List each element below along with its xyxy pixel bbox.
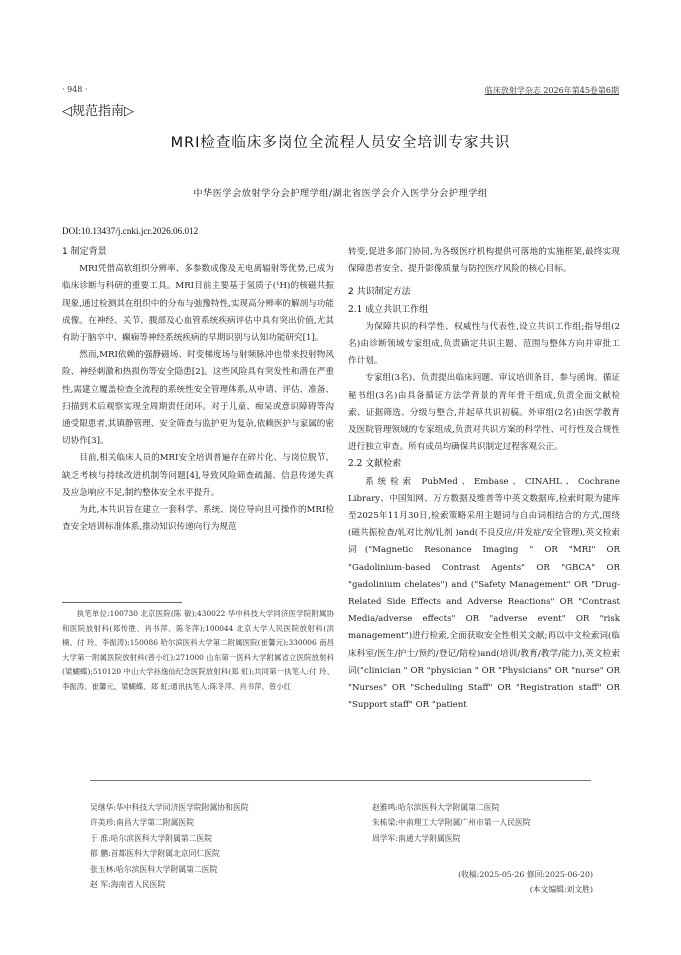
reviewer-entry: 张玉林:哈尔滨医科大学附属第二医院 [90, 864, 218, 874]
footnote-text: 执笔单位:100730 北京医院(陈 敏);430022 华中科技大学同济医学院附属协和医院放射科(郑传胜、肖书萍、陈冬萍);100044 北京大学人民医院放射科(洪 楠、付 玲、李振涛);150086 哈尔滨医科大学第二附属医院(崔馨元);330006 南昌大学第一附属医院放射科(曾小红);271000 山东第一医科大学附属省立医院放射科(梁蝴蝶);510120 中山大学孙逸仙纪念医院放射科(郑 虹);共同第一执笔人:付 玲、李振涛、崔馨元、梁蝴蝶、郑 虹;通讯执笔人:陈冬萍、肖书萍、曾小红 [62, 609, 334, 691]
doi: DOI:10.13437/j.cnki.jcr.2026.06.012 [62, 226, 199, 236]
authors: 中华医学会放射学分会护理学组/湖北省医学会介入医学分会护理学组 [193, 188, 488, 199]
section-2-2-heading: 2.2 文献检索 [348, 459, 402, 470]
section-2-heading: 2 共识制定方法 [348, 287, 411, 298]
reviewer-entry: 朱栋梁:中南理工大学附属广州市第一人民医院 [372, 818, 531, 828]
reviewer-entry: 许美珍:南昌大学第二附属医院 [90, 818, 194, 828]
section-label: ◁规范指南▷ [62, 104, 134, 119]
reviewers-left [90, 800, 350, 892]
reviewers-right [372, 800, 612, 846]
method-paragraph-2: 专家组(3名)、负责提出临床问题、审议培训条目、参与函询。循证秘书组(3名)由具备循证方法学背景的青年骨干组成,负责全面文献检索、证据筛选、分级与整合,并起草共识初稿。外审组(2名)由医学教育及医院管理领域的专家组成,负责对共识方案的科学性、可行性及合规性进行独立审查。所有成员均确保共识制定过程客观公正。 [348, 373, 620, 453]
reviewer-entry: 赵雅鸣:哈尔滨医科大学附属第二医院 [372, 803, 500, 812]
right-continuation: 转变,促进多部门协同,为各级医疗机构提供可落地的实施框架,最终实现保障患者安全、提升影像质量与防控医疗风险的核心目标。 [348, 247, 620, 275]
reviewer-entry: 周学军:南通大学附属医院 [372, 833, 461, 843]
article-title: MRI检查临床多岗位全流程人员安全培训专家共识 [170, 135, 511, 151]
background-paragraph-2: 然而,MRI依赖的强静磁场、时变梯度场与射频脉冲也带来投射物风险、神经刺激和热损伤等安全隐患[2]。这些风险具有突发性和潜在严重性,需建立覆盖检查全流程的系统性安全管理体系,从申请、评估、准备、扫描到术后观察实现全周期责任闭环。对于儿童、痴呆或意识障碍等沟通受限患者,其镇静管理、安全筛查与监护更为复杂,依赖医护与家属的密切协作[3]。 [62, 350, 334, 447]
reviewer-entry: 于 淮:哈尔滨医科大学附属第二医院 [90, 833, 213, 843]
method-paragraph-1: 为保障共识的科学性、权威性与代表性,设立共识工作组;指导组(2名)由诊断领域专家组成,负责确定共识主题、范围与整体方向并审批工作计划。 [348, 321, 620, 367]
page-number: · 948 · [62, 85, 88, 94]
search-paragraph: 系统检索 PubMed、Embase、CINAHL、Cochrane Library、中国知网、万方数据及维普等中英文数据库,检索时限为建库至2025年11月30日,检索策略采用主题词与自由词相结合的方式,围绕(磁共振检查/轧对比剂/钆剂 )and(不良反应/并发症/安全管理),英文检索词("Magnetic Resonance Imaging " OR "MRI" OR "Gadolinium-based Contrast Agents" OR "GBCA" OR "gadolinium chelates") and ("Safety Management" OR "Drug-Related Side Effects and Adverse Reactions" OR "Contrast Media/adverse effects" OR "adverse event" OR "risk management")进行检索,全面获取安全性相关文献;再以中文检索词(临床科室/医生/护士/预约/登记/陪检)and(培训/教育/教学/能力),英文检索词("clinician " OR "physician " OR "Physicians" OR "nurse" OR "Nurses" OR "Scheduling Staff" OR "Registration staff" OR "Support staff" OR "patient [348, 476, 620, 711]
received-revised-dates: (收稿:2025-05-26 修回:2025-06-20) [458, 870, 593, 879]
left-column [62, 244, 334, 536]
section-1-heading: 1 制定背景 [62, 247, 107, 257]
reviewers-separator [90, 780, 591, 781]
reviewer-entry: 赵 军:海南省人民医院 [90, 880, 166, 890]
background-paragraph-4: 为此,本共识旨在建立一套科学、系统、岗位导向且可操作的MRI检查安全培训标准体系,推动知识传递向行为规范 [62, 505, 334, 533]
background-paragraph-1: MRI凭借高软组织分辨率、多参数成像及无电离辐射等优势,已成为临床诊断与科研的重要工具。MRI目前主要基于氢质子(¹H)的核磁共振现象,通过检测其在组织中的分布与弛豫特性,实现高分辨率的解剖与功能成像。在神经、关节、腹部及心血管系统疾病评估中具有突出价值,尤其有助于脑卒中、癫痫等神经系统疾病的早期识别与认知功能研究[1]。 [62, 264, 334, 344]
footnote [62, 607, 334, 694]
right-column [348, 244, 620, 714]
reviewer-entry: 郁 鹏:首都医科大学附属北京同仁医院 [90, 849, 220, 859]
journal-header: 临床放射学杂志 2026年第45卷第6期 [484, 86, 619, 95]
reviewer-entry: 吴继华:华中科技大学同济医学院附属协和医院 [90, 803, 249, 812]
editor-credit: (本文编辑:刘文胜) [529, 885, 593, 894]
section-2-1-heading: 2.1 成立共识工作组 [348, 304, 429, 315]
footnote-rule [62, 602, 182, 603]
background-paragraph-3: 目前,相关临床人员的MRI安全培训普遍存在碎片化、与岗位脱节、缺乏考核与持续改进机制等问题[4],导致风险筛查疏漏、信息传递失真及应急响应不足,制约整体安全水平提升。 [62, 453, 334, 498]
